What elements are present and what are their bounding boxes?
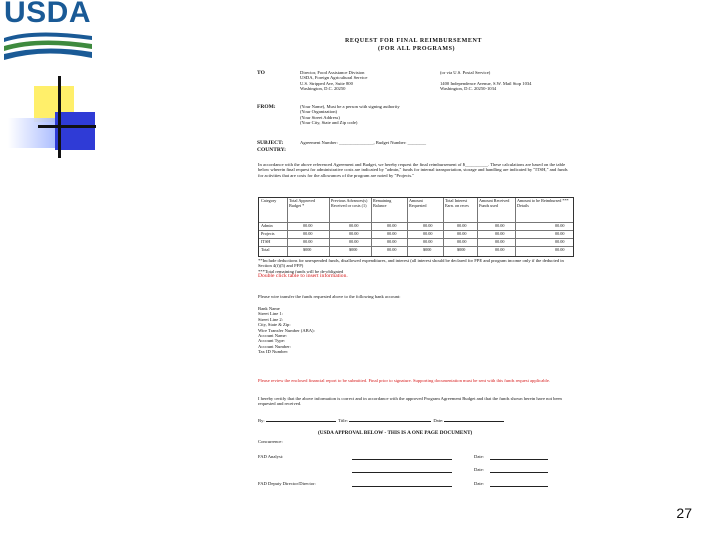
signature-row bbox=[258, 418, 572, 423]
table-cell: $000 bbox=[423, 247, 432, 252]
table-cell: 00.00 bbox=[423, 223, 433, 228]
bank-line: Street Line 2: bbox=[258, 316, 284, 322]
subject-text: Agreement Number: _______________, Budget Number: ________ bbox=[300, 140, 427, 145]
table-cell-category: Total bbox=[261, 247, 270, 252]
wire-intro: Please wire transfer the funds requested above to the following bank account: bbox=[258, 294, 401, 299]
table-cell: 00.00 bbox=[387, 247, 397, 252]
double-click-note: Double click table to insert information. bbox=[258, 273, 348, 280]
note: **Include deductions for unexpended funds, disallowed expenditures, and interest (all interest should be declared for FPE and program income only if the deducted in Section 4(f)(5) and FFP) bbox=[258, 258, 564, 269]
table-cell: 00.00 bbox=[349, 239, 359, 244]
table-header: Amount Requested bbox=[409, 198, 427, 208]
table-cell: 00.00 bbox=[387, 239, 397, 244]
analyst-date-field[interactable] bbox=[490, 459, 548, 460]
bank-line: Account Type: bbox=[258, 338, 286, 344]
decorative-gradient-bar bbox=[8, 118, 58, 148]
bank-line: Bank Name bbox=[258, 306, 280, 311]
date-label: Date: bbox=[433, 418, 444, 423]
title-field[interactable] bbox=[349, 421, 431, 422]
table-cell: $000 bbox=[457, 247, 466, 252]
table-cell: 00.00 bbox=[495, 247, 505, 252]
table-header: Total Interest Earn. on reces bbox=[445, 198, 469, 208]
deputy-date-field[interactable] bbox=[490, 486, 548, 487]
decorative-vertical-line bbox=[58, 76, 61, 158]
note: ***Total remaining funds will be de-obligated bbox=[258, 268, 344, 274]
bank-line: Account Number: bbox=[258, 343, 292, 349]
table-cell: 00.00 bbox=[303, 239, 313, 244]
usda-logo-hills-icon bbox=[4, 30, 92, 60]
bank-line: Wire Transfer Number (ABA): bbox=[258, 327, 315, 333]
table-cell: 00.00 bbox=[495, 223, 505, 228]
usda-logo-text: USDA bbox=[4, 0, 92, 29]
from-line: (Your City, State and Zip code) bbox=[300, 120, 358, 126]
bank-line: Account Name: bbox=[258, 333, 287, 339]
reimbursement-table[interactable] bbox=[258, 197, 574, 257]
table-cell: 00.00 bbox=[457, 231, 467, 236]
usda-logo bbox=[2, 0, 92, 62]
document-subtitle: (FOR ALL PROGRAMS) bbox=[378, 46, 456, 52]
table-cell: $000 bbox=[349, 247, 358, 252]
table-cell: 00.00 bbox=[423, 239, 433, 244]
to-via: (or via U.S. Postal Service) bbox=[440, 70, 491, 75]
review-note: Please review the enclosed financial report to be submitted. Final prior to signature. Supporting documentation must be sent with this funds request applicable. bbox=[258, 378, 551, 383]
table-cell: 00.00 bbox=[555, 223, 565, 228]
from-label: FROM: bbox=[257, 104, 276, 110]
to-line: USDA, Foreign Agricultural Service bbox=[300, 75, 368, 81]
from-line: (Your Street Address) bbox=[300, 114, 340, 120]
approval-heading: (USDA APPROVAL BELOW - THIS IS A ONE PAGE DOCUMENT) bbox=[318, 430, 473, 436]
table-cell: 00.00 bbox=[387, 231, 397, 236]
decorative-horizontal-line bbox=[38, 125, 96, 128]
to-alt-address bbox=[440, 70, 580, 92]
table-cell: 00.00 bbox=[495, 239, 505, 244]
second-date-label: Date: bbox=[474, 467, 484, 472]
intro-paragraph: In accordance with the above referenced Agreement and Budget, we hereby request the final reimbursement of $__________. These calculations are based on the table below wherein final request for administrative costs are indicated by "admin," funds for internal transportation, storage and handling are indicated by "ITSH," and funds for activities that are costs for the allowances of the program are noted by "Projects." bbox=[258, 162, 568, 178]
second-signature-line[interactable] bbox=[352, 472, 452, 473]
deputy-date-label: Date: bbox=[474, 481, 484, 486]
decorative-blue-square bbox=[55, 112, 95, 150]
table-header: Category bbox=[261, 198, 277, 203]
fad-analyst-label: FAD Analyst: bbox=[258, 454, 284, 459]
table-header: Previous Advances(s) Received or costs (1) bbox=[331, 198, 368, 208]
certification-text: I hereby certify that the above information is correct and in accordance with the approved Program Agreement Budget and that the funds shown herein have not been requested and received. bbox=[258, 396, 562, 407]
table-cell: 00.00 bbox=[387, 223, 397, 228]
document-title: REQUEST FOR FINAL REIMBURSEMENT bbox=[345, 38, 483, 44]
table-cell: 00.00 bbox=[303, 223, 313, 228]
table-header: Remaining Balance bbox=[373, 198, 392, 208]
to-line: U.S. Stripped Ave, Suite 800 bbox=[300, 80, 353, 86]
by-field[interactable] bbox=[266, 421, 336, 422]
bank-line: Street Line 1: bbox=[258, 311, 284, 317]
second-date-field[interactable] bbox=[490, 472, 548, 473]
to-alt-line: Washington, D.C. 20250-1034 bbox=[440, 86, 497, 92]
table-cell: $000 bbox=[303, 247, 312, 252]
table-header: Amount Received Funds used bbox=[479, 198, 510, 208]
concurrence-label: Concurrence: bbox=[258, 439, 283, 444]
table-notes bbox=[258, 258, 572, 280]
table-cell-category: Admin bbox=[261, 223, 273, 228]
table-cell: 00.00 bbox=[555, 231, 565, 236]
subject-label: SUBJECT: bbox=[257, 140, 284, 146]
fad-deputy-signature-line[interactable] bbox=[352, 486, 452, 487]
by-label: By: bbox=[258, 418, 265, 423]
table-cell: 00.00 bbox=[457, 223, 467, 228]
to-address bbox=[300, 70, 440, 92]
to-label: TO bbox=[257, 70, 265, 76]
from-line: (Your Name), Must be a person with signing authority bbox=[300, 104, 400, 109]
table-cell: 00.00 bbox=[555, 239, 565, 244]
to-line: Washington, D.C. 20250 bbox=[300, 86, 346, 92]
bank-line: City, State & Zip: bbox=[258, 322, 291, 328]
date-field[interactable] bbox=[444, 421, 504, 422]
to-alt-line: 1400 Independence Avenue, S.W. Mail Stop 1034 bbox=[440, 80, 532, 86]
table-cell: 00.00 bbox=[495, 231, 505, 236]
fad-analyst-signature-line[interactable] bbox=[352, 459, 452, 460]
table-cell-category: ITSH bbox=[261, 239, 271, 244]
fad-deputy-label: FAD Deputy Director/Director: bbox=[258, 481, 316, 486]
title-label: Title: bbox=[338, 418, 348, 423]
table-header: Amount to be Reimbursed *** Details bbox=[517, 198, 569, 208]
to-line: Director, Food Assistance Division bbox=[300, 70, 365, 75]
table-cell: 00.00 bbox=[349, 231, 359, 236]
table-cell-category: Projects bbox=[261, 231, 275, 236]
table-header: Total Approved Budget * bbox=[289, 198, 316, 208]
table-cell: 00.00 bbox=[555, 247, 565, 252]
table-cell: 00.00 bbox=[457, 239, 467, 244]
from-line: (Your Organization) bbox=[300, 109, 338, 115]
table-cell: 00.00 bbox=[349, 223, 359, 228]
page-number: 27 bbox=[676, 505, 692, 521]
analyst-date-label: Date: bbox=[474, 454, 484, 459]
table-cell: 00.00 bbox=[303, 231, 313, 236]
country-label: COUNTRY: bbox=[257, 147, 286, 153]
bank-details bbox=[258, 306, 458, 355]
table-cell: 00.00 bbox=[423, 231, 433, 236]
bank-line: Tax ID Number: bbox=[258, 349, 289, 355]
from-address bbox=[300, 104, 500, 126]
